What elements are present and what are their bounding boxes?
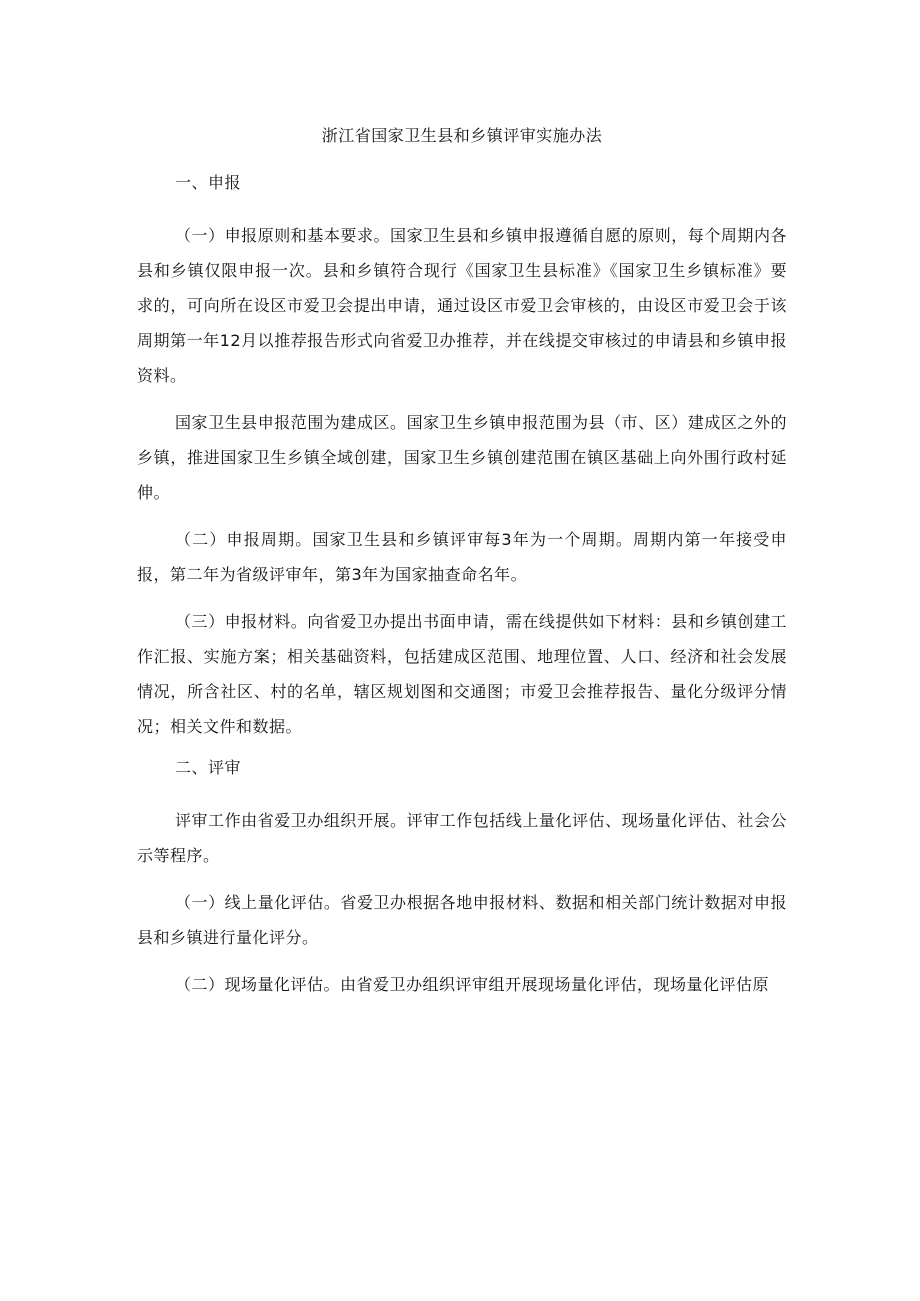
document-title: 浙江省国家卫生县和乡镇评审实施办法	[321, 126, 603, 145]
paragraph-review-onsite: （二）现场量化评估。由省爱卫办组织评审组开展现场量化评估，现场量化评估原	[175, 975, 770, 994]
paragraph-application-principles: （一）申报原则和基本要求。国家卫生县和乡镇申报遵循自愿的原则，每个周期内各县和乡镇仅限申报一次。县和乡镇符合现行《国家卫生县标准》《国家卫生乡镇标准》要求的，可向所在设区市爱卫会提出申请，通过设区市爱卫会审核的，由设区市爱卫会于该周期第一年12月以推荐报告形式向省爱卫办推荐，并在线提交审核过的申请县和乡镇申报资料。	[137, 226, 787, 385]
paragraph-application-materials: （三）申报材料。向省爱卫办提出书面申请，需在线提供如下材料：县和乡镇创建工作汇报、实施方案；相关基础资料，包括建成区范围、地理位置、人口、经济和社会发展情况，所含社区、村的名单，辖区规划图和交通图；市爱卫会推荐报告、量化分级评分情况；相关文件和数据。	[137, 612, 787, 736]
section-heading-review: 二、评审	[175, 758, 242, 777]
section-heading-application: 一、申报	[175, 173, 242, 192]
paragraph-review-online: （一）线上量化评估。省爱卫办根据各地申报材料、数据和相关部门统计数据对申报县和乡镇进行量化评分。	[137, 893, 787, 947]
document-body	[137, 124, 787, 1002]
paragraph-review-overview: 评审工作由省爱卫办组织开展。评审工作包括线上量化评估、现场量化评估、社会公示等程序。	[137, 811, 787, 865]
paragraph-application-cycle: （二）申报周期。国家卫生县和乡镇评审每3年为一个周期。周期内第一年接受申报，第二年为省级评审年，第3年为国家抽查命名年。	[137, 530, 787, 584]
paragraph-application-scope: 国家卫生县申报范围为建成区。国家卫生乡镇申报范围为县（市、区）建成区之外的乡镇，推进国家卫生乡镇全域创建，国家卫生乡镇创建范围在镇区基础上向外围行政村延伸。	[137, 413, 787, 502]
